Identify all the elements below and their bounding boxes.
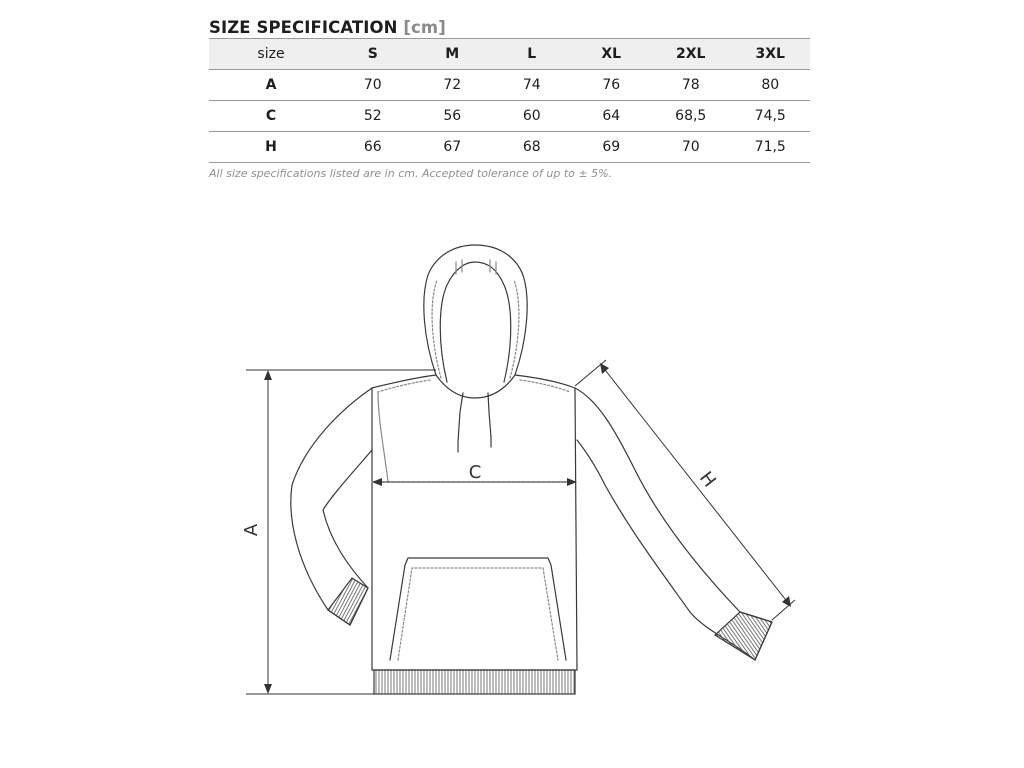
- measure-h-label: H: [694, 467, 720, 492]
- shoulder-left: [372, 375, 436, 388]
- size-header-s: S: [333, 39, 413, 70]
- size-header-3xl: 3XL: [731, 39, 811, 70]
- table-cell: 60: [492, 101, 572, 132]
- shoulder-right: [515, 375, 575, 388]
- cuff-left: [328, 578, 368, 625]
- title-unit: [cm]: [403, 18, 446, 37]
- size-header-2xl: 2XL: [651, 39, 731, 70]
- table-cell: 64: [572, 101, 652, 132]
- measure-h-line: [602, 366, 789, 604]
- drawstring-right: [488, 393, 491, 437]
- size-header-m: M: [413, 39, 493, 70]
- table-cell: 67: [413, 132, 493, 163]
- measure-h-bottom-guide: [772, 600, 795, 620]
- measure-a-label: A: [241, 523, 262, 537]
- title-text: SIZE SPECIFICATION: [209, 18, 398, 37]
- table-cell: 80: [731, 70, 811, 101]
- drawstring-left: [458, 393, 463, 442]
- table-cell: 68,5: [651, 101, 731, 132]
- table-cell: 66: [333, 132, 413, 163]
- row-label: H: [209, 132, 333, 163]
- table-cell: 72: [413, 70, 493, 101]
- neckline: [436, 375, 515, 398]
- table-cell: 69: [572, 132, 652, 163]
- waistband: [374, 670, 575, 694]
- size-header-xl: XL: [572, 39, 652, 70]
- table-cell: 70: [333, 70, 413, 101]
- table-cell: 74,5: [731, 101, 811, 132]
- table-cell: 56: [413, 101, 493, 132]
- size-column-header: size: [209, 39, 333, 70]
- kangaroo-pocket: [390, 558, 566, 660]
- table-cell: 68: [492, 132, 572, 163]
- hood-outline: [424, 245, 527, 375]
- table-cell: 70: [651, 132, 731, 163]
- hood-opening: [440, 262, 511, 382]
- cuff-right: [715, 612, 772, 660]
- table-cell: 74: [492, 70, 572, 101]
- tolerance-note: All size specifications listed are in cm. Accepted tolerance of up to ± 5%.: [209, 167, 613, 180]
- size-header-l: L: [492, 39, 572, 70]
- table-cell: 78: [651, 70, 731, 101]
- row-label: A: [209, 70, 333, 101]
- table-cell: 76: [572, 70, 652, 101]
- row-label: C: [209, 101, 333, 132]
- measure-c-label: C: [468, 462, 482, 483]
- table-cell: 52: [333, 101, 413, 132]
- body-right-side: [575, 388, 577, 670]
- table-cell: 71,5: [731, 132, 811, 163]
